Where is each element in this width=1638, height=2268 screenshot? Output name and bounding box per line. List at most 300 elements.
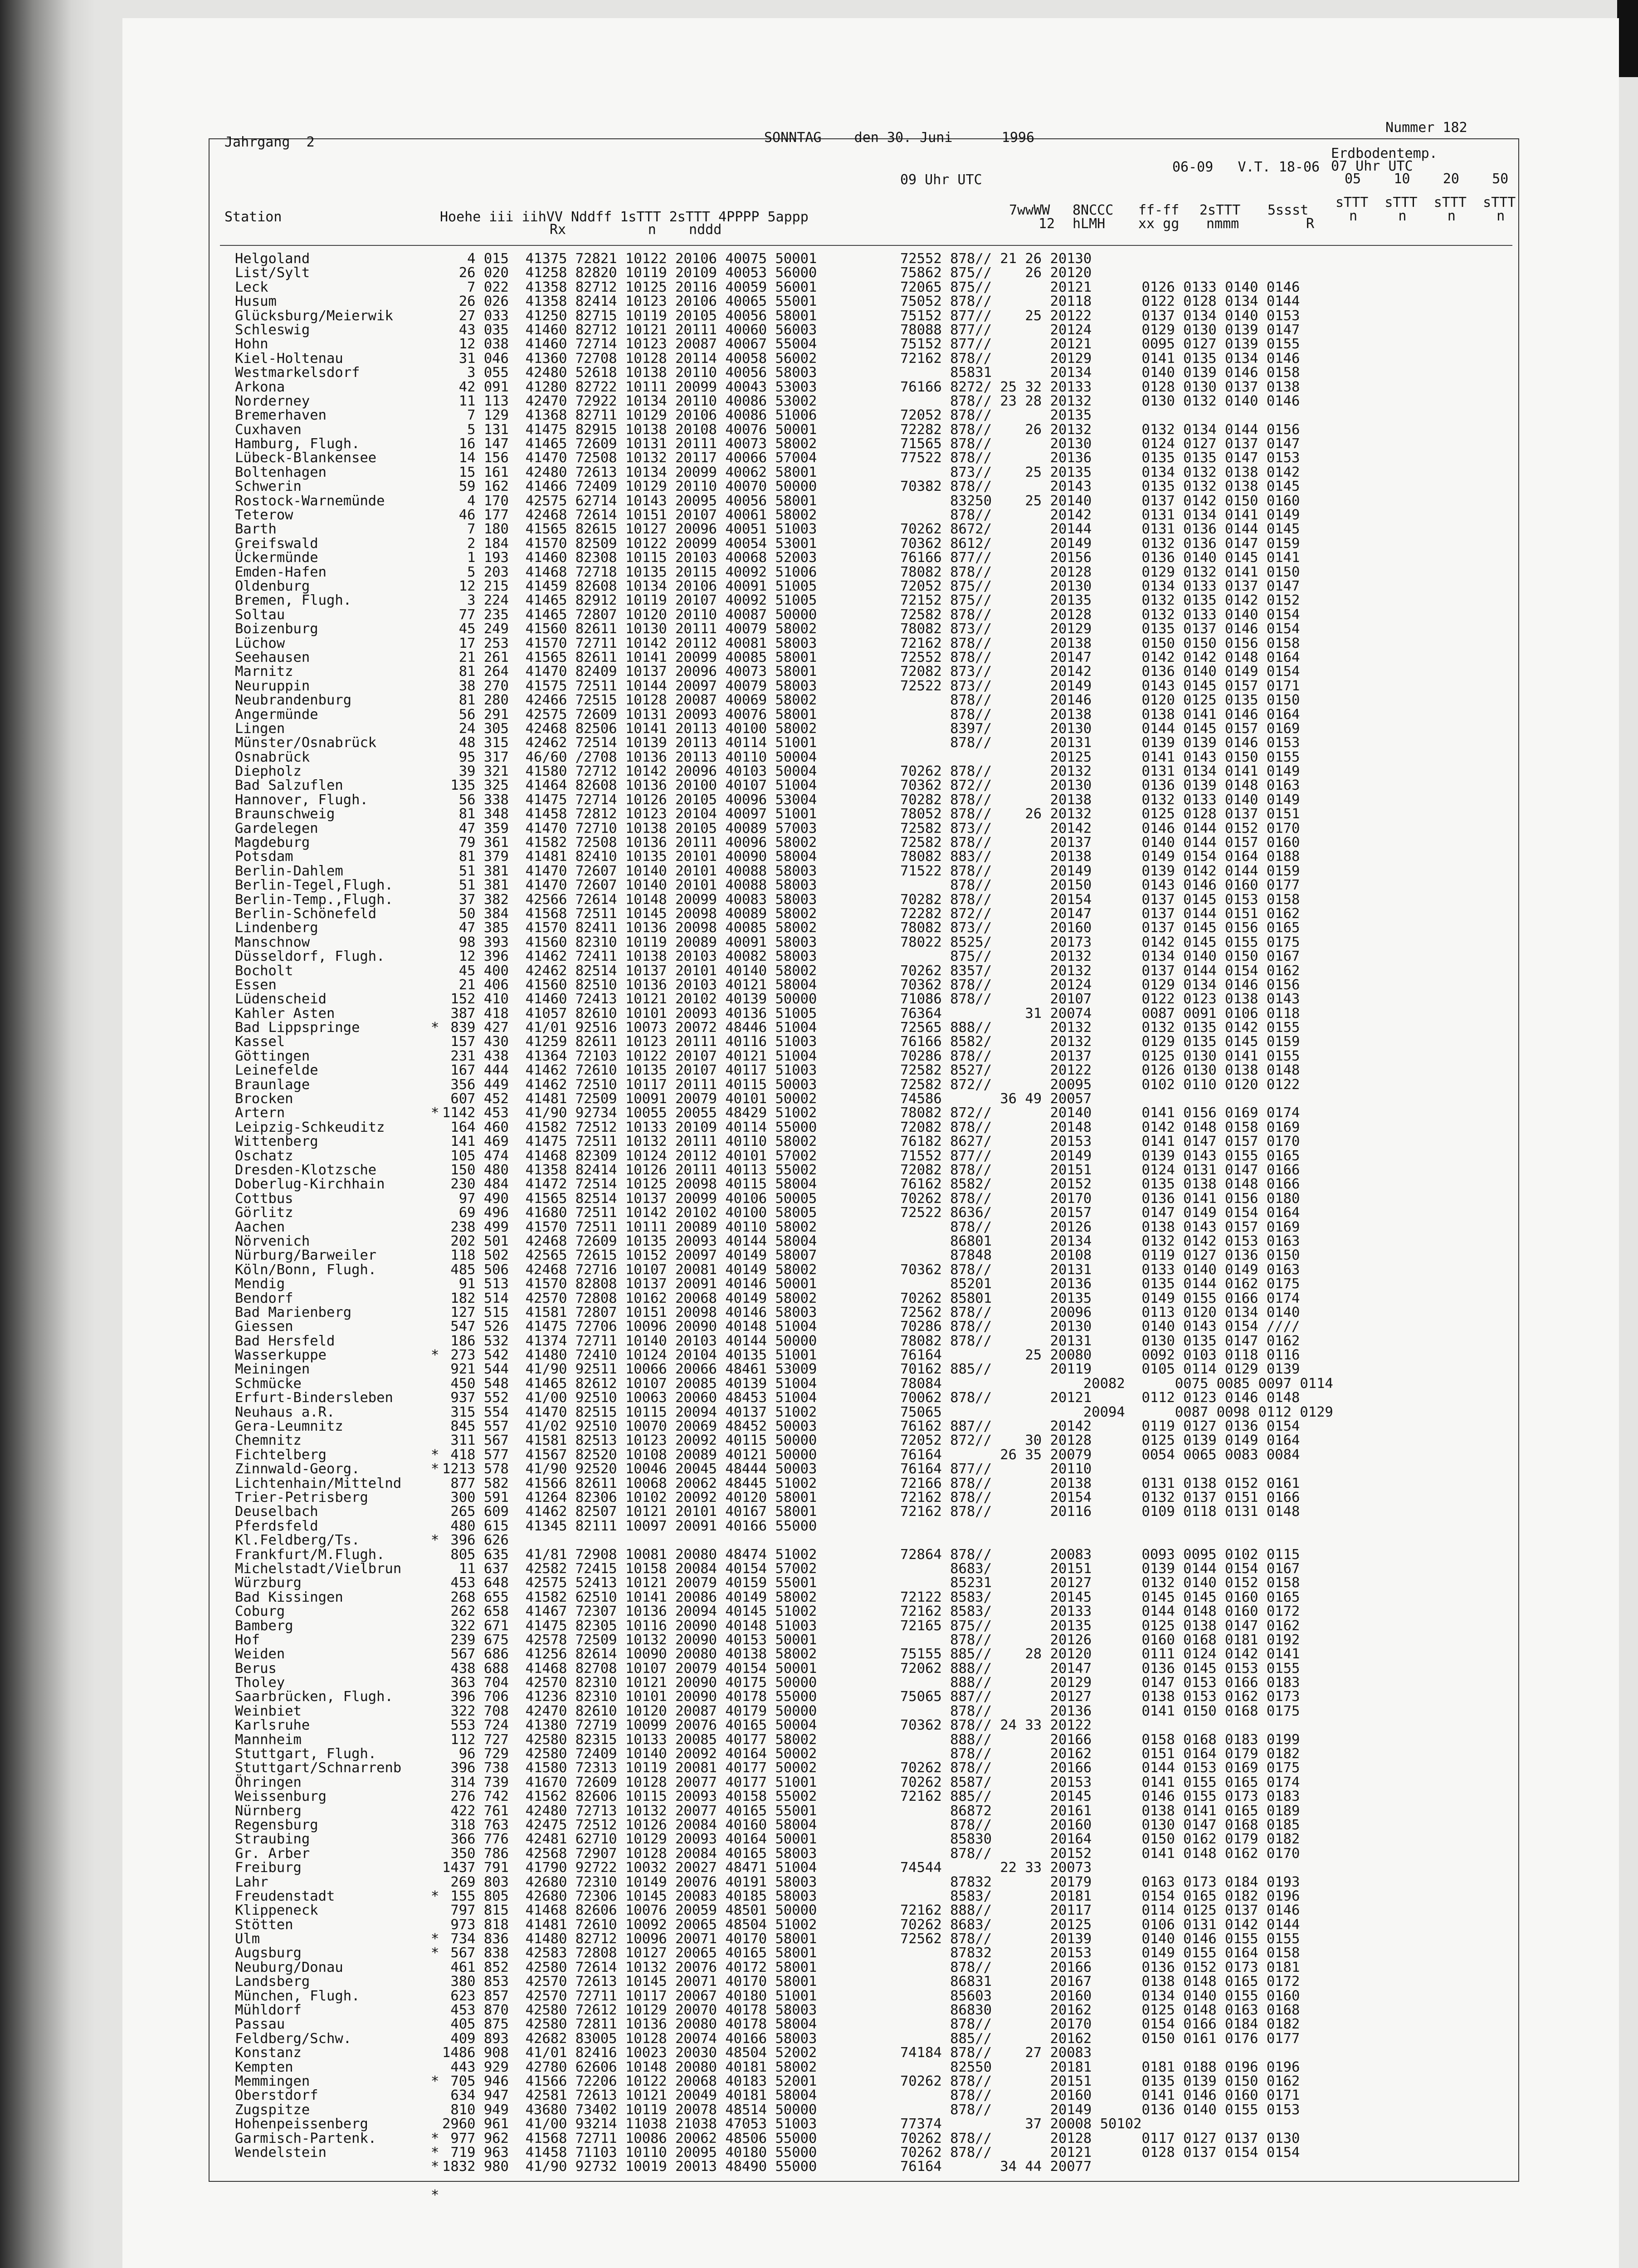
mountain-station-mark (431, 1804, 439, 1818)
observation-row: 56 291 42575 72609 10131 20093 40076 58001 878// 20138 0138 0141 0146 0164 (442, 706, 1300, 723)
station-name: Potsdam (235, 849, 293, 865)
mountain-station-mark (431, 1519, 439, 1533)
station-name: Barth (235, 521, 277, 538)
mountain-station-mark (431, 1248, 439, 1262)
station-name: Coburg (235, 1603, 285, 1620)
mountain-station-mark (431, 1149, 439, 1163)
station-name: Hannover, Flugh. (235, 792, 368, 808)
observation-row: 973 818 41481 72610 10092 20065 48504 51002 70262 8683/ 20125 0106 0131 0142 0144 (442, 1916, 1300, 1933)
observation-row: 95 317 46/60 /2708 10136 20113 40110 50004 20125 0141 0143 0150 0155 (442, 749, 1300, 765)
station-name: Mannheim (235, 1731, 302, 1748)
jahrgang-label: Jahrgang 2 (224, 134, 315, 150)
observation-row: 453 648 42575 52413 10121 20079 40159 55001 85231 20127 0132 0140 0152 0158 (442, 1575, 1300, 1591)
station-name: Nürnberg (235, 1803, 302, 1819)
observation-row: 461 852 42580 72614 10132 20076 40172 58001 878// 20166 0136 0152 0173 0181 (442, 1959, 1300, 1975)
corner-tab (1617, 0, 1638, 77)
station-name: Memmingen (235, 2073, 310, 2089)
observation-row: 14 156 41470 72508 10132 20117 40066 57004 77522 878// 20136 0135 0135 0147 0153 (442, 450, 1300, 466)
header-rule (220, 245, 1512, 246)
mountain-station-mark (431, 1177, 439, 1191)
observation-row: 135 325 41464 82608 10136 20100 40107 51004 70362 872// 20130 0136 0139 0148 0163 (442, 777, 1300, 794)
group2s-subheader: nmmm (1206, 216, 1239, 232)
mountain-station-mark (431, 893, 439, 907)
observation-row: 12 038 41460 72714 10123 20087 40067 55004 75152 877// 20121 0095 0127 0139 0155 (442, 336, 1300, 352)
observation-row: 167 444 41462 72610 10135 20107 40117 51003 72582 8527/ 20122 0126 0130 0138 0148 (442, 1062, 1300, 1079)
observation-row: 977 962 41568 72711 10086 20062 48506 55000 70262 878// 20128 0117 0127 0137 0130 (442, 2130, 1300, 2146)
mountain-station-mark: * (431, 1461, 439, 1477)
mountain-station-mark (431, 1576, 439, 1590)
observation-row: 921 544 41/90 92511 10066 20066 48461 53009 70162 885// 20119 0105 0114 0129 0139 (442, 1361, 1300, 1378)
station-name: Görlitz (235, 1205, 293, 1221)
mountain-station-mark: * (431, 2073, 439, 2089)
mountain-station-mark (431, 1433, 439, 1447)
mountain-station-mark (431, 1362, 439, 1376)
station-name: Freiburg (235, 1860, 302, 1876)
mountain-station-mark (431, 1662, 439, 1676)
observation-row: 26 020 41258 82820 10119 20109 40053 56000 75862 875// 26 20120 (442, 265, 1092, 281)
ff-subheader: xx gg (1138, 216, 1180, 232)
mountain-station-mark (431, 1505, 439, 1519)
observation-row: 322 708 42470 82610 10120 20087 40179 50000 878// 20136 0141 0150 0168 0175 (442, 1703, 1300, 1719)
mountain-station-mark (431, 1975, 439, 1989)
station-name: Nörvenich (235, 1233, 310, 1249)
observation-row: 453 870 42580 72612 10129 20070 40178 58003 86830 20162 0125 0148 0163 0168 (442, 2002, 1300, 2019)
observation-row: 96 729 42580 72409 10140 20092 40164 50002 878// 20162 0151 0164 0179 0182 (442, 1746, 1300, 1762)
mountain-station-mark (431, 1604, 439, 1618)
observation-row: 314 739 41670 72609 10128 20077 40177 51001 70262 8587/ 20153 0141 0155 0165 0174 (442, 1774, 1300, 1790)
mountain-station-mark (431, 1206, 439, 1220)
synop-column-header: Hoehe iii iihVV Nddff 1sTTT 2sTTT 4PPPP 5appp (440, 209, 809, 225)
station-name: Norderney (235, 393, 310, 409)
station-name: Greifswald (235, 535, 318, 552)
mountain-station-mark (431, 465, 439, 479)
mountain-station-mark: * (431, 1020, 439, 1036)
station-name: Westmarkelsdorf (235, 365, 360, 381)
station-name: Bendorf (235, 1290, 293, 1306)
station-name: Bad Salzuflen (235, 777, 343, 794)
station-name: Schmücke (235, 1375, 302, 1392)
mountain-station-mark (431, 1305, 439, 1320)
mountain-station-mark (431, 1718, 439, 1732)
observation-row: 810 949 43680 73402 10119 20078 48514 50000 878// 20149 0136 0140 0155 0153 (442, 2102, 1300, 2118)
station-name: Mühldorf (235, 2002, 302, 2019)
mountain-station-mark (431, 978, 439, 992)
station-name: List/Sylt (235, 265, 310, 281)
observation-row: 69 496 41680 72511 10142 20102 40100 58005 72522 8636/ 20157 0147 0149 0154 0164 (442, 1205, 1300, 1221)
station-name: Bremerhaven (235, 407, 327, 424)
station-name: Konstanz (235, 2045, 302, 2061)
mountain-station-mark (431, 1419, 439, 1433)
observation-row: 45 249 41560 82611 10130 20111 40079 58002 78082 873// 20129 0135 0137 0146 0154 (442, 621, 1300, 637)
erdboden-label: Erdbodentemp. (1331, 146, 1438, 161)
station-name: Neuburg/Donau (235, 1959, 343, 1975)
station-name: Fichtelberg (235, 1447, 327, 1463)
mountain-station-mark (431, 679, 439, 693)
station-name: Braunlage (235, 1076, 310, 1093)
mountain-station-mark (431, 494, 439, 508)
mountain-station-mark (431, 1918, 439, 1932)
station-name: Brocken (235, 1091, 293, 1107)
observation-row: 16 147 41465 72609 10131 20111 40073 58002 71565 878// 20130 0124 0127 0137 0147 (442, 436, 1300, 452)
station-name: Boltenhagen (235, 464, 327, 480)
mountain-station-mark (431, 807, 439, 821)
station-name: Freudenstadt (235, 1888, 335, 1904)
observation-row: 356 449 41462 72510 10117 20111 40115 50003 72582 872// 20095 0102 0110 0120 0122 (442, 1076, 1300, 1093)
mountain-station-mark (431, 565, 439, 579)
observation-row: 396 738 41580 72313 10119 20081 40177 50002 70262 878// 20166 0144 0153 0169 0175 (442, 1760, 1300, 1776)
observation-row: 387 418 41057 82610 10101 20093 40136 51005 76364 31 20074 0087 0091 0106 0118 (442, 1005, 1300, 1022)
observation-row: 230 484 41472 72514 10125 20098 40115 58004 76162 8582/ 20152 0135 0138 0148 0166 (442, 1176, 1300, 1193)
station-name: Hamburg, Flugh. (235, 436, 360, 452)
mountain-station-mark: * (431, 1105, 439, 1121)
station-name: Rostock-Warnemünde (235, 493, 385, 509)
mountain-station-mark (431, 1775, 439, 1789)
observation-row: 607 452 41481 72509 10091 20079 40101 50002 74586 36 49 20057 (442, 1091, 1092, 1107)
observation-row: 845 557 41/02 92510 10070 20069 48452 50003 76162 887// 20142 0119 0127 0136 0154 (442, 1418, 1300, 1435)
mountain-station-mark (431, 608, 439, 622)
observation-row: 182 514 42570 72808 10162 20068 40149 58002 70262 85801 20135 0149 0155 0166 0174 (442, 1290, 1300, 1306)
station-name: Diepholz (235, 763, 302, 780)
group5-header: 5ssst (1268, 202, 1309, 218)
station-name: Helgoland (235, 251, 310, 267)
mountain-station-mark (431, 1291, 439, 1305)
observation-row: 877 582 41566 82611 10068 20062 48445 51002 72166 878// 20138 0131 0138 0152 0161 (442, 1475, 1300, 1491)
observation-row: 231 438 41364 72103 10122 20107 40121 51004 70286 878// 20137 0125 0130 0141 0155 (442, 1048, 1300, 1064)
mountain-station-mark (431, 836, 439, 850)
mountain-station-mark: * (431, 1447, 439, 1463)
mountain-station-mark (431, 1818, 439, 1832)
station-name: Straubing (235, 1831, 310, 1848)
station-name: Wendelstein (235, 2144, 327, 2160)
observation-row: 91 513 41570 82808 10137 20091 40146 50001 85201 20136 0135 0144 0162 0175 (442, 1276, 1300, 1292)
station-name: Arkona (235, 379, 285, 395)
mountain-station-mark (431, 1590, 439, 1604)
mountain-station-mark (431, 252, 439, 266)
observation-row: 118 502 42565 72615 10152 20097 40149 58007 87848 20108 0119 0127 0136 0150 (442, 1247, 1300, 1264)
observation-row: 186 532 41374 72711 10140 20103 40144 50000 78082 878// 20131 0130 0135 0147 0162 (442, 1333, 1300, 1349)
mountain-station-mark (431, 665, 439, 679)
station-name: Kempten (235, 2059, 293, 2075)
observation-row: 47 385 41570 82411 10136 20098 40085 58002 78082 873// 20160 0137 0145 0156 0165 (442, 920, 1300, 936)
station-name: Öhringen (235, 1774, 302, 1790)
mountain-station-mark: * (431, 1532, 439, 1549)
observation-row: 318 763 42475 72512 10126 20084 40160 58004 878// 20160 0130 0147 0168 0185 (442, 1817, 1300, 1833)
mountain-station-mark (431, 1747, 439, 1761)
station-name: Bad Kissingen (235, 1589, 343, 1605)
group2s-header: 2sTTT (1199, 202, 1241, 218)
station-name: Cuxhaven (235, 421, 302, 438)
mountain-station-mark (431, 708, 439, 722)
mountain-station-mark (431, 650, 439, 665)
station-name: Glücksburg/Meierwik (235, 308, 393, 324)
mountain-station-mark (431, 1861, 439, 1875)
uhr09-label: 09 Uhr UTC (900, 172, 982, 188)
mountain-station-mark (431, 1377, 439, 1391)
observation-row: 1832 980 41/90 92732 10019 20013 48490 55000 76164 34 44 20077 (442, 2159, 1092, 2175)
station-name-column (235, 252, 401, 2160)
mountain-station-mark (431, 1633, 439, 1647)
station-name: Giessen (235, 1319, 293, 1335)
station-name: Lüchow (235, 635, 285, 651)
station-name: Stuttgart, Flugh. (235, 1746, 377, 1762)
observation-row: 238 499 41570 72511 10111 20089 40110 58002 878// 20126 0138 0143 0157 0169 (442, 1219, 1300, 1235)
mountain-station-mark (431, 750, 439, 764)
mountain-station-mark (431, 294, 439, 308)
mountain-station-mark (431, 408, 439, 422)
observation-row: 262 658 41467 72307 10136 20094 40145 51002 72162 8583/ 20133 0144 0148 0160 0172 (442, 1603, 1300, 1620)
observation-row: 480 615 41345 82111 10097 20091 40166 55000 (442, 1518, 817, 1534)
mountain-station-mark (431, 921, 439, 935)
station-name: Zugspitze (235, 2102, 310, 2118)
station-name: Soltau (235, 606, 285, 623)
observation-row: 4 015 41375 72821 10122 20106 40075 50001 72552 878// 21 26 20130 (442, 251, 1092, 267)
observation-row: 27 033 41250 82715 10119 20105 40056 58001 75152 877// 25 20122 0137 0134 0140 0153 (442, 308, 1300, 324)
mountain-station-mark (431, 793, 439, 807)
depths-label: 05 10 20 50 (1345, 171, 1509, 187)
observation-row: 553 724 41380 72719 10099 20076 40165 50004 70362 878// 24 33 20122 (442, 1717, 1092, 1734)
mountain-station-mark (431, 935, 439, 949)
mountain-station-mark (431, 964, 439, 978)
station-name: Boizenburg (235, 621, 318, 637)
mountain-station-mark (431, 992, 439, 1006)
station-name: Bocholt (235, 963, 293, 979)
mountain-station-mark (431, 1476, 439, 1491)
mountain-station-mark (431, 1903, 439, 1917)
mountain-station-mark (431, 352, 439, 366)
station-name: Schwerin (235, 479, 302, 495)
station-name: Schleswig (235, 322, 310, 338)
mountain-station-mark (431, 1647, 439, 1661)
observation-row: 56 338 41475 72714 10126 20105 40096 53004 70282 878// 20138 0132 0133 0140 0149 (442, 792, 1300, 808)
observation-row: 202 501 42468 72609 10135 20093 40144 58004 86801 20134 0132 0142 0153 0163 (442, 1233, 1300, 1249)
mountain-station-mark (431, 437, 439, 451)
soil-header: sTTT sTTT sTTT sTTT (1336, 195, 1516, 210)
observation-row: 155 805 42680 72306 10145 20083 40185 58003 8583/ 20181 0154 0165 0182 0196 (442, 1888, 1300, 1904)
observation-row: 7 022 41358 82712 10125 20116 40059 56001 72065 875// 20121 0126 0133 0140 0146 (442, 279, 1300, 295)
station-name: Emden-Hafen (235, 564, 327, 580)
station-name: Kiel-Holtenau (235, 350, 343, 367)
observation-row: 7 180 41565 82615 10127 20096 40051 51003 70262 8672/ 20144 0131 0136 0144 0145 (442, 521, 1300, 538)
mountain-station-mark (431, 1049, 439, 1063)
station-name: Neuhaus a.R. (235, 1404, 335, 1420)
station-name: Weissenburg (235, 1789, 327, 1805)
mountain-station-mark (431, 1832, 439, 1846)
mountain-station-mark (431, 1761, 439, 1775)
mountain-station-mark (431, 1391, 439, 1405)
group8-header: 8NCCC (1072, 202, 1114, 218)
observation-row: 112 727 42580 82315 10133 20085 40177 58002 888// 20166 0158 0168 0183 0199 (442, 1731, 1300, 1748)
station-name: Neubrandenburg (235, 692, 352, 709)
mountain-station-mark (431, 280, 439, 294)
mountain-station-mark (431, 1619, 439, 1633)
observation-row: 3 224 41465 82912 10119 20107 40092 51005 72152 875// 20135 0132 0135 0142 0152 (442, 592, 1300, 609)
observation-row: 300 591 41264 82306 10102 20092 40120 58001 72162 878// 20154 0132 0137 0151 0166 (442, 1489, 1300, 1505)
station-name: Saarbrücken, Flugh. (235, 1689, 393, 1705)
station-name: Zinnwald-Georg. (235, 1461, 360, 1477)
mountain-station-mark (431, 1220, 439, 1234)
station-name: Tholey (235, 1675, 285, 1691)
observation-row: 2960 961 41/00 93214 11038 21038 47053 51003 77374 37 20008 50102 (442, 2116, 1142, 2132)
mountain-station-mark (431, 1192, 439, 1206)
mountain-station-mark (431, 537, 439, 551)
station-name: Passau (235, 2016, 285, 2033)
observation-row: 50 384 41568 72511 10145 20098 40089 58002 72282 872// 20147 0137 0144 0151 0162 (442, 905, 1300, 922)
station-name: Regensburg (235, 1817, 318, 1833)
group7-header: 7wwWW (1009, 202, 1050, 218)
station-name: Nürburg/Barweiler (235, 1247, 377, 1264)
station-name: Gr. Arber (235, 1845, 310, 1862)
mountain-station-mark (431, 579, 439, 593)
observation-row: 98 393 41560 82310 10119 20089 40091 58003 78022 8525/ 20173 0142 0145 0155 0175 (442, 934, 1300, 950)
mountain-station-mark (431, 1007, 439, 1021)
group7-subheader: 12 (1038, 216, 1055, 232)
station-name: Lahr (235, 1874, 268, 1890)
observation-row: 269 803 42680 72310 10149 20076 40191 58003 87832 20179 0163 0173 0184 0193 (442, 1874, 1300, 1890)
mountain-station-mark (431, 2060, 439, 2074)
mountain-station-mark (431, 366, 439, 380)
mountain-station-mark (431, 1063, 439, 1077)
mountain-station-mark (431, 309, 439, 323)
station-name: Trier-Petrisberg (235, 1489, 368, 1505)
observation-row: 47 359 41470 72710 10138 20105 40089 57003 72582 873// 20142 0146 0144 0152 0170 (442, 820, 1300, 836)
observation-row: 797 815 41468 82606 10076 20059 48501 50000 72162 888// 20117 0114 0125 0137 0146 (442, 1902, 1300, 1919)
station-name: Aachen (235, 1219, 285, 1235)
station-name: Göttingen (235, 1048, 310, 1064)
observation-row: 322 671 41475 82305 10116 20090 40148 51003 72165 875// 20135 0125 0138 0147 0162 (442, 1618, 1300, 1634)
mountain-station-mark (431, 1320, 439, 1334)
station-name: Landsberg (235, 1974, 310, 1990)
station-name: Stötten (235, 1916, 293, 1933)
observation-row: 268 655 41582 62510 10141 20086 40149 58002 72122 8583/ 20145 0145 0145 0160 0165 (442, 1589, 1300, 1605)
station-name: Mendig (235, 1276, 285, 1292)
group5-subheader: R (1306, 216, 1315, 232)
station-name: München, Flugh. (235, 1988, 360, 2004)
observation-row: 164 460 41582 72512 10133 20109 40114 55000 72082 878// 20148 0142 0148 0158 0169 (442, 1119, 1300, 1135)
station-name: Berlin-Schönefeld (235, 905, 377, 922)
observation-row: 623 857 42570 72711 10117 20067 40180 51001 85603 20160 0134 0140 0155 0160 (442, 1988, 1300, 2004)
observation-row: 81 264 41470 82409 10137 20096 40073 58001 72082 873// 20142 0136 0140 0149 0154 (442, 664, 1300, 680)
station-name: Angermünde (235, 706, 318, 723)
mountain-station-mark (431, 622, 439, 636)
station-name: Osnabrück (235, 749, 310, 765)
station-name: Lichtenhain/Mittelnd (235, 1475, 402, 1491)
observation-row: 17 253 41570 72711 10142 20112 40081 58003 72162 878// 20138 0150 0150 0156 0158 (442, 635, 1300, 651)
station-name: Stuttgart/Schnarrenb (235, 1760, 402, 1776)
observation-row: 1142 453 41/90 92734 10055 20055 48429 51002 78082 872// 20140 0141 0156 0169 0174 (442, 1105, 1300, 1121)
station-name: Ulm (235, 1931, 260, 1947)
mountain-station-mark (431, 522, 439, 536)
mountain-station-mark: * (431, 1888, 439, 1904)
station-name: Klippeneck (235, 1902, 318, 1919)
observation-row: 2 184 41570 82509 10122 20099 40054 53001 70362 8612/ 20149 0132 0136 0147 0159 (442, 535, 1300, 552)
mountain-station-mark (431, 1676, 439, 1690)
observation-row: 705 946 41566 72206 10122 20068 40183 52001 70262 878// 20151 0135 0139 0150 0162 (442, 2073, 1300, 2089)
observation-row: 43 035 41460 82712 10121 20111 40060 56003 78088 877// 20124 0129 0130 0139 0147 (442, 322, 1300, 338)
mountain-station-mark: * (431, 2159, 439, 2175)
observation-row: 31 046 41360 72708 10128 20114 40058 56002 72162 878// 20129 0141 0135 0134 0146 (442, 350, 1300, 367)
mountain-station-mark (431, 1847, 439, 1861)
observation-row: 634 947 42581 72613 10121 20049 40181 58004 878// 20160 0141 0146 0160 0171 (442, 2087, 1300, 2104)
observation-row: 5 203 41468 72718 10135 20115 40092 51006 78082 878// 20128 0129 0132 0141 0150 (442, 564, 1300, 580)
mountain-station-mark (431, 1234, 439, 1248)
mountain-station-mark (431, 394, 439, 408)
mountain-station-mark: * (431, 1945, 439, 1961)
observation-row: 12 396 41462 72411 10138 20103 40082 58003 875// 20132 0134 0140 0150 0167 (442, 948, 1300, 965)
station-name: Köln/Bonn, Flugh. (235, 1261, 377, 1278)
observation-row: 4 170 42575 62714 10143 20095 40056 58001 83250 25 20140 0137 0142 0150 0160 (442, 493, 1300, 509)
mountain-station-mark (431, 778, 439, 792)
group-0609-label: 06-09 V.T. 18-06 (1172, 159, 1320, 175)
observation-row: 3 055 42480 52618 10138 20110 40056 58003 85831 20134 0140 0139 0146 0158 (442, 365, 1300, 381)
mountain-station-mark (431, 479, 439, 494)
station-name: Lübeck-Blankensee (235, 450, 377, 466)
station-name: Berlin-Dahlem (235, 863, 343, 879)
observation-row: 11 113 42470 72922 10134 20110 40086 53002 878// 23 28 20132 0130 0132 0140 0146 (442, 393, 1300, 409)
mountain-station-mark (431, 2003, 439, 2017)
station-name: Magdeburg (235, 835, 310, 851)
observation-row: 567 686 41256 82614 10090 20080 40138 58002 75155 885// 28 20120 0111 0124 0142 0141 (442, 1646, 1300, 1662)
station-name: Ückermünde (235, 550, 318, 566)
station-name: Würzburg (235, 1575, 302, 1591)
station-name: Bremen, Flugh. (235, 592, 352, 609)
mountain-station-mark (431, 736, 439, 750)
observation-row: 380 853 42570 72613 10145 20071 40170 58001 86831 20167 0138 0148 0165 0172 (442, 1974, 1300, 1990)
mountain-station-mark (431, 1704, 439, 1718)
observation-row: 152 410 41460 72413 10121 20102 40139 50000 71086 878// 20107 0122 0123 0138 0143 (442, 991, 1300, 1007)
station-name: Essen (235, 977, 277, 993)
observation-row: 1213 578 41/90 92520 10046 20045 48444 50003 76164 877// 20110 (442, 1461, 1092, 1477)
observation-row: 937 552 41/00 92510 10063 20060 48453 51004 70062 878// 20121 0112 0123 0146 0148 (442, 1390, 1300, 1406)
observation-row: 7 129 41368 82711 10129 20106 40086 51006 72052 878// 20135 (442, 407, 1092, 424)
mountain-station-mark (431, 1789, 439, 1804)
observation-row: 1437 791 41790 92722 10032 20027 48471 51004 74544 22 33 20073 (442, 1860, 1092, 1876)
station-name: Leipzig-Schkeuditz (235, 1119, 385, 1135)
mountain-station-mark (431, 2032, 439, 2046)
station-name: Oberstdorf (235, 2087, 318, 2104)
station-name: Frankfurt/M.Flugh. (235, 1546, 385, 1563)
station-name: Meiningen (235, 1361, 310, 1378)
observation-row: 438 688 41468 82708 10107 20079 40154 50001 72062 888// 20147 0136 0145 0153 0155 (442, 1660, 1300, 1677)
mountain-station-mark (431, 722, 439, 736)
observation-row: 79 361 41582 72508 10136 20111 40096 58002 72582 878// 20137 0140 0144 0157 0160 (442, 835, 1300, 851)
mountain-station-mark (431, 1263, 439, 1277)
observation-row: 719 963 41458 71103 10110 20095 40180 55000 70262 878// 20121 0128 0137 0154 0154 (442, 2144, 1300, 2160)
mountain-station-mark (431, 551, 439, 565)
observation-row: 239 675 42578 72509 10132 20090 40153 50001 878// 20126 0160 0168 0181 0192 (442, 1632, 1300, 1648)
station-name: Garmisch-Partenk. (235, 2130, 377, 2146)
mountain-station-mark: * (431, 2130, 439, 2146)
station-name: Berlin-Tegel,Flugh. (235, 877, 393, 894)
observation-row: 81 379 41481 82410 10135 20101 40090 58004 78082 883// 20138 0149 0154 0164 0188 (442, 849, 1300, 865)
mountain-station-mark (431, 949, 439, 963)
mountain-station-mark (431, 1134, 439, 1149)
station-name: Hohenpeissenberg (235, 2116, 368, 2132)
mountain-station-mark (431, 1334, 439, 1348)
mountain-station-mark (431, 1092, 439, 1106)
observation-row: 105 474 41468 82309 10124 20112 40101 57002 71552 877// 20149 0139 0143 0155 0165 (442, 1148, 1300, 1164)
station-name: Neuruppin (235, 678, 310, 694)
station-name: Seehausen (235, 649, 310, 665)
mountain-station-mark (431, 907, 439, 921)
observation-row: 150 480 41358 82414 10126 20111 40113 55002 72082 878// 20151 0124 0131 0147 0166 (442, 1162, 1300, 1178)
observation-row: 363 704 42570 82310 10121 20090 40175 50000 888// 20129 0147 0153 0166 0183 (442, 1675, 1300, 1691)
station-name: Hohn (235, 336, 268, 352)
station-name: Düsseldorf, Flugh. (235, 948, 385, 965)
mountain-station-mark (431, 636, 439, 650)
station-name: Hof (235, 1632, 260, 1648)
mountain-station-mark (431, 323, 439, 337)
mountain-station-mark (431, 1120, 439, 1134)
